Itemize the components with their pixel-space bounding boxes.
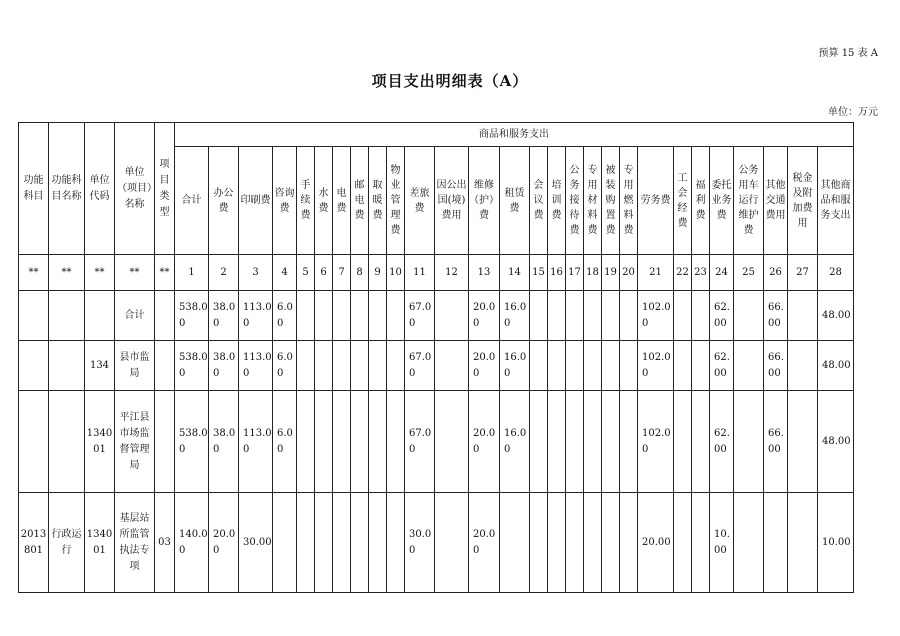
table-cell: 102.00 xyxy=(638,291,674,341)
table-cell: 20.00 xyxy=(469,291,500,341)
subheader-cell: 维修（护）费 xyxy=(469,147,500,255)
index-cell: 12 xyxy=(435,255,469,291)
table-cell: 38.00 xyxy=(209,291,239,341)
index-cell: ** xyxy=(19,255,49,291)
header-cell: 单位代码 xyxy=(85,123,115,255)
table-cell xyxy=(620,493,638,593)
table-cell xyxy=(369,291,387,341)
table-cell xyxy=(602,291,620,341)
table-cell xyxy=(387,291,405,341)
table-cell xyxy=(297,493,315,593)
table-cell xyxy=(333,341,351,391)
table-cell: 102.00 xyxy=(638,341,674,391)
table-cell xyxy=(602,391,620,493)
table-cell: 16.00 xyxy=(500,341,530,391)
table-cell xyxy=(584,391,602,493)
index-cell: 28 xyxy=(818,255,854,291)
index-cell: ** xyxy=(155,255,175,291)
subheader-cell: 合计 xyxy=(175,147,209,255)
index-cell: 25 xyxy=(734,255,764,291)
index-cell: 16 xyxy=(548,255,566,291)
table-cell xyxy=(155,291,175,341)
table-cell: 140.00 xyxy=(175,493,209,593)
table-cell xyxy=(734,391,764,493)
table-cell xyxy=(788,341,818,391)
table-cell xyxy=(387,391,405,493)
table-cell xyxy=(548,341,566,391)
table-cell: 合计 xyxy=(115,291,155,341)
table-cell xyxy=(333,493,351,593)
table-cell xyxy=(500,493,530,593)
table-cell: 38.00 xyxy=(209,391,239,493)
header-cell: 功能科目 xyxy=(19,123,49,255)
subheader-cell: 差旅费 xyxy=(405,147,435,255)
index-cell: 13 xyxy=(469,255,500,291)
index-cell: ** xyxy=(49,255,85,291)
subheader-cell: 咨询费 xyxy=(273,147,297,255)
subheader-cell: 印刷费 xyxy=(239,147,273,255)
table-row xyxy=(19,493,854,593)
table-cell: 48.00 xyxy=(818,341,854,391)
index-cell: ** xyxy=(115,255,155,291)
subheader-cell: 公务接待费 xyxy=(566,147,584,255)
table-cell: 113.00 xyxy=(239,341,273,391)
table-cell xyxy=(351,291,369,341)
table-cell: 10.00 xyxy=(818,493,854,593)
index-cell: 7 xyxy=(333,255,351,291)
table-cell: 62.00 xyxy=(710,291,734,341)
table-cell: 03 xyxy=(155,493,175,593)
table-cell: 2013801 xyxy=(19,493,49,593)
index-cell: 23 xyxy=(692,255,710,291)
table-cell: 行政运行 xyxy=(49,493,85,593)
subheader-cell: 其他商品和服务支出 xyxy=(818,147,854,255)
table-cell xyxy=(19,291,49,341)
table-cell: 134 xyxy=(85,341,115,391)
table-cell xyxy=(387,493,405,593)
table-cell: 67.00 xyxy=(405,291,435,341)
table-cell: 62.00 xyxy=(710,391,734,493)
table-cell xyxy=(620,341,638,391)
table-cell: 38.00 xyxy=(209,341,239,391)
table-cell: 67.00 xyxy=(405,341,435,391)
table-cell: 20.00 xyxy=(469,391,500,493)
subheader-cell: 委托业务费 xyxy=(710,147,734,255)
table-cell xyxy=(692,291,710,341)
table-cell: 6.00 xyxy=(273,391,297,493)
table-cell xyxy=(369,391,387,493)
table-cell xyxy=(315,493,333,593)
table-cell xyxy=(351,391,369,493)
table-row xyxy=(19,291,854,341)
table-cell: 6.00 xyxy=(273,341,297,391)
subheader-cell: 被装购置费 xyxy=(602,147,620,255)
table-cell: 134001 xyxy=(85,493,115,593)
table-cell xyxy=(674,291,692,341)
table-cell xyxy=(620,391,638,493)
index-cell: 11 xyxy=(405,255,435,291)
table-cell xyxy=(333,391,351,493)
table-cell: 538.00 xyxy=(175,341,209,391)
index-cell: 19 xyxy=(602,255,620,291)
table-cell: 538.00 xyxy=(175,391,209,493)
group-header-goods-services: 商品和服务支出 xyxy=(175,123,854,147)
table-cell xyxy=(297,291,315,341)
table-cell xyxy=(734,341,764,391)
table-cell xyxy=(788,391,818,493)
subheader-cell: 专用燃料费 xyxy=(620,147,638,255)
subheader-cell: 办公费 xyxy=(209,147,239,255)
index-cell: 3 xyxy=(239,255,273,291)
index-cell: 4 xyxy=(273,255,297,291)
table-cell xyxy=(297,391,315,493)
table-cell: 16.00 xyxy=(500,291,530,341)
index-cell: 15 xyxy=(530,255,548,291)
table-cell: 30.00 xyxy=(239,493,273,593)
index-cell: 10 xyxy=(387,255,405,291)
page-title: 项目支出明细表（A） xyxy=(371,72,529,90)
index-cell: 8 xyxy=(351,255,369,291)
subheader-cell: 培训费 xyxy=(548,147,566,255)
table-cell xyxy=(273,493,297,593)
table-cell xyxy=(530,341,548,391)
table-cell xyxy=(333,291,351,341)
header-row-group xyxy=(19,123,854,147)
index-cell: 27 xyxy=(788,255,818,291)
table-cell xyxy=(435,391,469,493)
subheader-cell: 水费 xyxy=(315,147,333,255)
table-cell: 20.00 xyxy=(209,493,239,593)
table-cell xyxy=(548,391,566,493)
index-cell: 9 xyxy=(369,255,387,291)
table-cell xyxy=(155,391,175,493)
table-cell xyxy=(692,341,710,391)
table-cell xyxy=(315,391,333,493)
table-cell: 30.00 xyxy=(405,493,435,593)
table-cell xyxy=(674,391,692,493)
table-cell: 10.00 xyxy=(710,493,734,593)
table-cell xyxy=(530,391,548,493)
table-cell xyxy=(734,493,764,593)
table-cell xyxy=(548,291,566,341)
table-cell xyxy=(620,291,638,341)
subheader-cell: 劳务费 xyxy=(638,147,674,255)
table-cell xyxy=(435,291,469,341)
table-cell: 113.00 xyxy=(239,291,273,341)
index-cell: 26 xyxy=(764,255,788,291)
index-cell: 5 xyxy=(297,255,315,291)
table-cell xyxy=(49,341,85,391)
index-cell: 18 xyxy=(584,255,602,291)
table-cell xyxy=(788,291,818,341)
table-cell xyxy=(584,341,602,391)
table-cell xyxy=(351,493,369,593)
table-cell xyxy=(19,341,49,391)
index-cell: 6 xyxy=(315,255,333,291)
subheader-cell: 福利费 xyxy=(692,147,710,255)
subheader-cell: 其他交通费用 xyxy=(764,147,788,255)
table-cell xyxy=(548,493,566,593)
table-cell xyxy=(602,341,620,391)
table-cell: 20.00 xyxy=(469,341,500,391)
table-cell xyxy=(584,493,602,593)
table-cell: 基层站所监管执法专项 xyxy=(115,493,155,593)
index-cell: 1 xyxy=(175,255,209,291)
table-cell xyxy=(49,391,85,493)
table-cell: 48.00 xyxy=(818,291,854,341)
table-cell xyxy=(155,341,175,391)
table-cell xyxy=(435,493,469,593)
table-cell xyxy=(602,493,620,593)
table-cell: 102.00 xyxy=(638,391,674,493)
table-cell: 16.00 xyxy=(500,391,530,493)
table-cell xyxy=(530,291,548,341)
index-cell: 14 xyxy=(500,255,530,291)
table-cell xyxy=(566,341,584,391)
table-cell: 县市监局 xyxy=(115,341,155,391)
table-cell xyxy=(764,493,788,593)
table-cell xyxy=(369,341,387,391)
table-cell: 66.00 xyxy=(764,341,788,391)
table-cell xyxy=(351,341,369,391)
index-cell: 22 xyxy=(674,255,692,291)
table-cell xyxy=(788,493,818,593)
table-row xyxy=(19,391,854,493)
table-cell xyxy=(85,291,115,341)
table-cell xyxy=(19,391,49,493)
table-cell xyxy=(734,291,764,341)
index-cell: 21 xyxy=(638,255,674,291)
index-cell: ** xyxy=(85,255,115,291)
table-cell xyxy=(584,291,602,341)
subheader-cell: 因公出国(境)费用 xyxy=(435,147,469,255)
subheader-cell: 电费 xyxy=(333,147,351,255)
project-expenditure-table xyxy=(18,122,854,593)
index-cell: 2 xyxy=(209,255,239,291)
table-cell: 134001 xyxy=(85,391,115,493)
form-number-label: 预算 15 表 A xyxy=(818,48,878,59)
subheader-cell: 会议费 xyxy=(530,147,548,255)
table-cell xyxy=(435,341,469,391)
table-cell: 67.00 xyxy=(405,391,435,493)
table-cell xyxy=(566,291,584,341)
table-cell xyxy=(566,493,584,593)
table-cell: 66.00 xyxy=(764,291,788,341)
table-cell: 平江县市场监督管理局 xyxy=(115,391,155,493)
table-cell xyxy=(369,493,387,593)
table-cell xyxy=(692,493,710,593)
table-cell xyxy=(387,341,405,391)
header-cell: 功能科目名称 xyxy=(49,123,85,255)
table-cell: 6.00 xyxy=(273,291,297,341)
index-cell: 17 xyxy=(566,255,584,291)
header-cell: 单位（项目）名称 xyxy=(115,123,155,255)
table-cell xyxy=(315,291,333,341)
subheader-cell: 租赁费 xyxy=(500,147,530,255)
subheader-cell: 工会经费 xyxy=(674,147,692,255)
table-cell: 20.00 xyxy=(469,493,500,593)
subheader-cell: 税金及附加费用 xyxy=(788,147,818,255)
index-cell: 24 xyxy=(710,255,734,291)
table-cell: 20.00 xyxy=(638,493,674,593)
index-cell: 20 xyxy=(620,255,638,291)
table-cell: 538.00 xyxy=(175,291,209,341)
table-cell xyxy=(297,341,315,391)
subheader-cell: 专用材料费 xyxy=(584,147,602,255)
table-cell xyxy=(674,341,692,391)
table-cell xyxy=(674,493,692,593)
subheader-cell: 取暖费 xyxy=(369,147,387,255)
subheader-cell: 手续费 xyxy=(297,147,315,255)
table-cell: 48.00 xyxy=(818,391,854,493)
table-cell: 66.00 xyxy=(764,391,788,493)
table-cell xyxy=(692,391,710,493)
table-cell xyxy=(530,493,548,593)
table-cell xyxy=(49,291,85,341)
column-index-row xyxy=(19,255,854,291)
table-cell xyxy=(315,341,333,391)
table-row xyxy=(19,341,854,391)
header-cell: 项目类型 xyxy=(155,123,175,255)
unit-label: 单位：万元 xyxy=(828,107,878,118)
subheader-cell: 邮电费 xyxy=(351,147,369,255)
subheader-cell: 物业管理费 xyxy=(387,147,405,255)
subheader-cell: 公务用车运行维护费 xyxy=(734,147,764,255)
table-cell: 113.00 xyxy=(239,391,273,493)
table-cell: 62.00 xyxy=(710,341,734,391)
table-cell xyxy=(566,391,584,493)
